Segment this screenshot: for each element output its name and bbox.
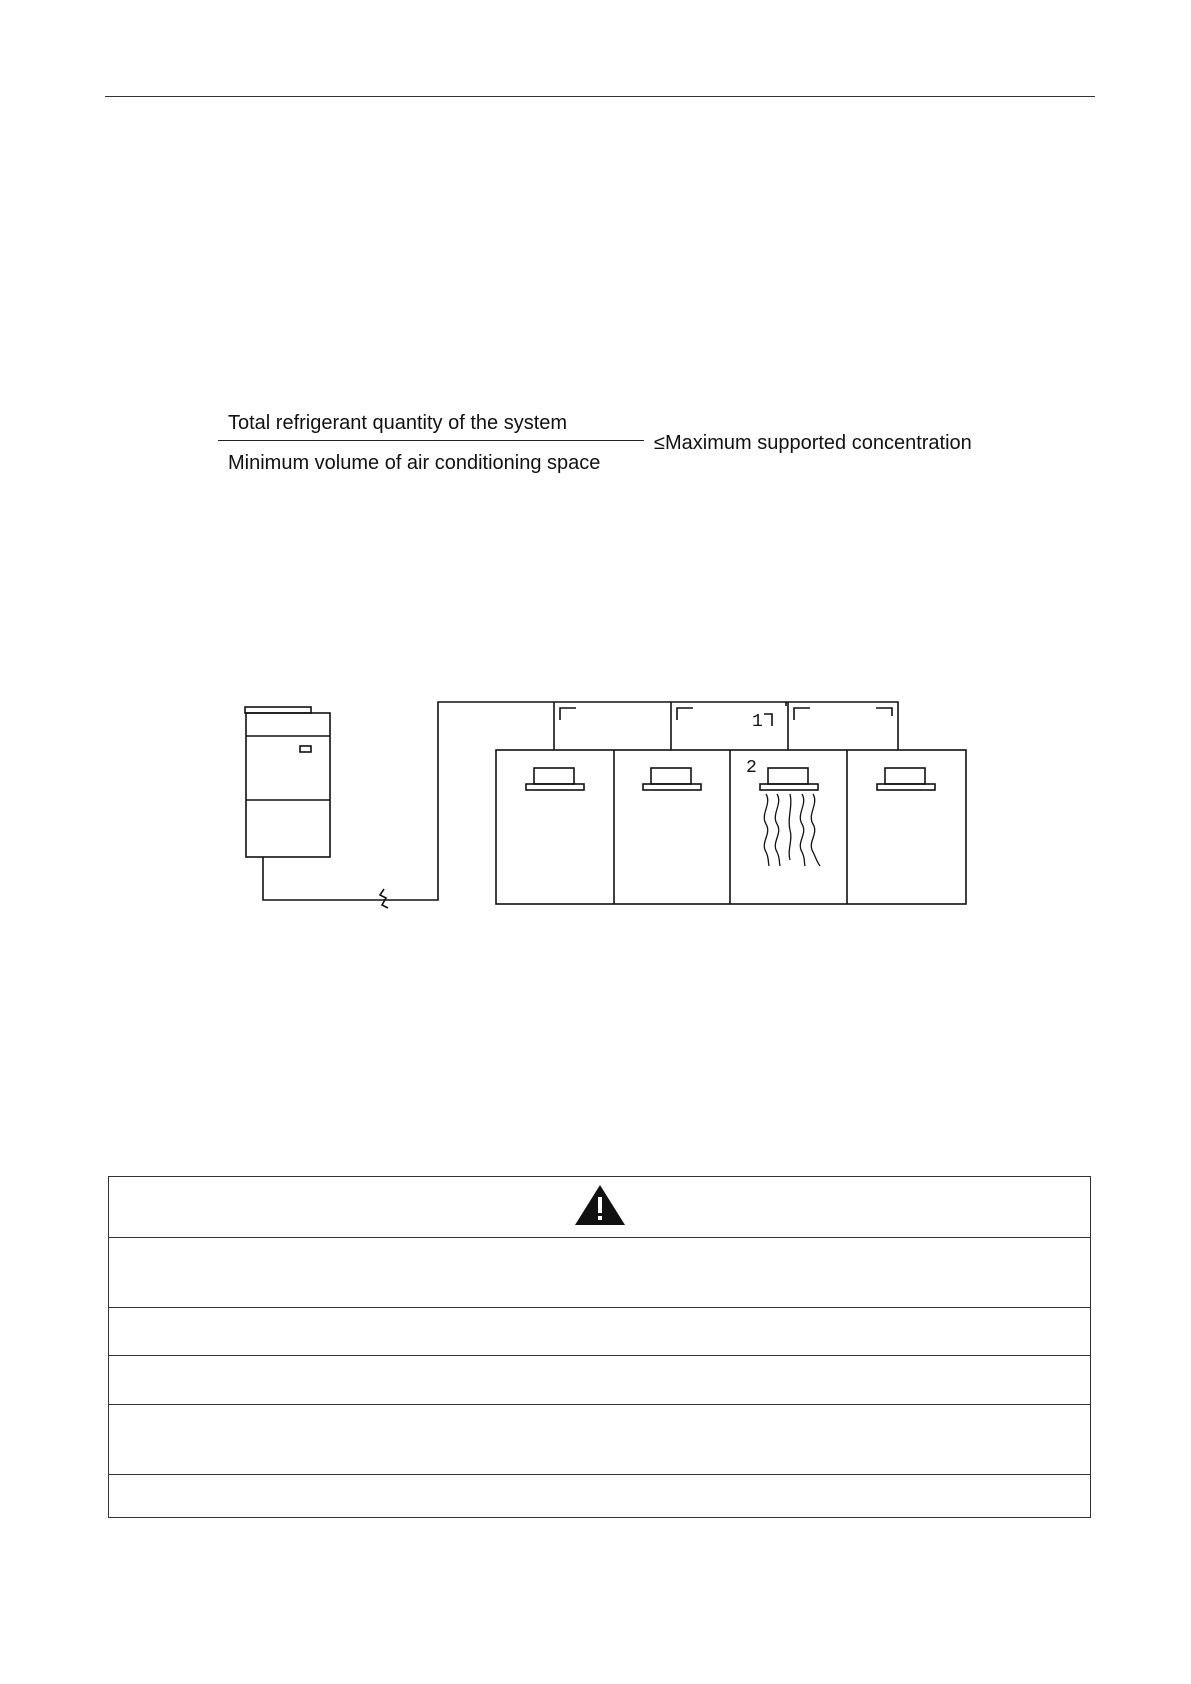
refrigerant-leak-diagram	[230, 690, 970, 920]
warning-row	[109, 1308, 1091, 1356]
formula-relation: ≤Maximum supported concentration	[654, 432, 972, 454]
warning-triangle-icon	[573, 1183, 627, 1227]
warning-header-row	[109, 1177, 1091, 1238]
formula-numerator: Total refrigerant quantity of the system	[228, 412, 568, 434]
indoor-unit	[526, 768, 584, 790]
outdoor-unit	[245, 707, 330, 857]
warning-row	[109, 1238, 1091, 1308]
warning-row	[109, 1475, 1091, 1518]
concentration-formula	[218, 408, 1018, 488]
building-rooms	[496, 750, 966, 904]
warning-row	[109, 1405, 1091, 1475]
header-rule	[105, 96, 1095, 97]
indoor-unit	[877, 768, 935, 790]
warning-row	[109, 1356, 1091, 1405]
callout-1: 1	[752, 712, 763, 732]
formula-denominator: Minimum volume of air conditioning space	[228, 452, 601, 474]
indoor-unit-leaking	[760, 768, 818, 790]
indoor-unit	[643, 768, 701, 790]
fraction-bar	[218, 440, 644, 441]
warning-table	[108, 1176, 1091, 1518]
leak-waves	[764, 794, 820, 866]
callout-2: 2	[746, 758, 757, 778]
